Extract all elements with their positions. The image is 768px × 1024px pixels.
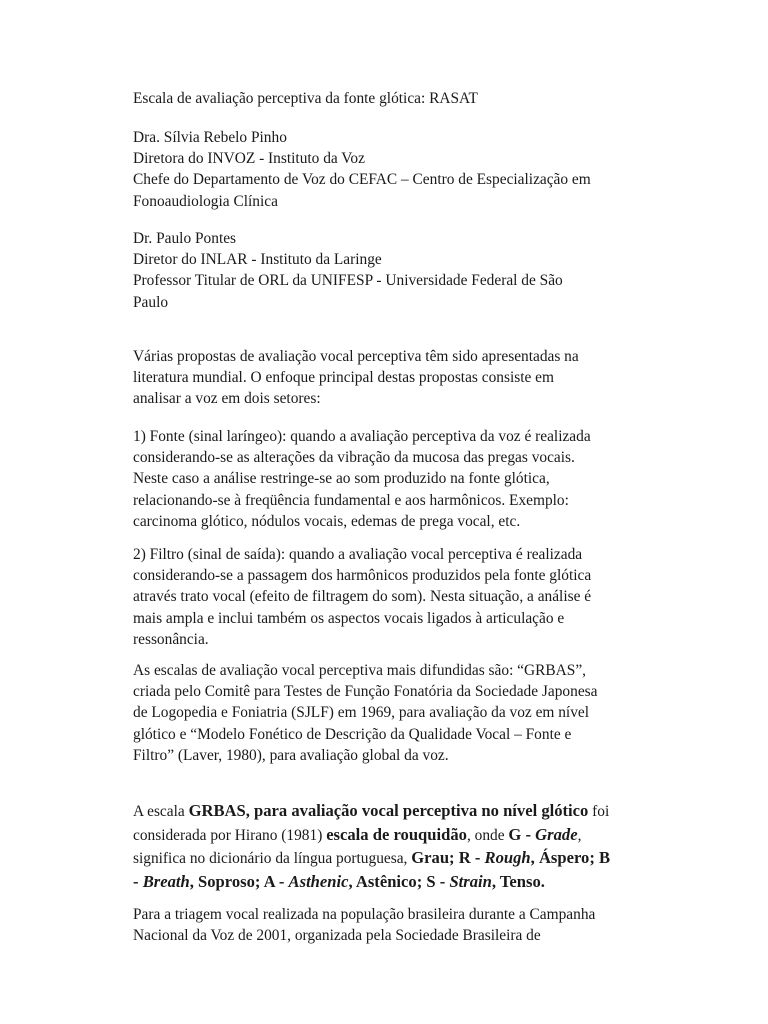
text-run-bold-italic: Grade [535,824,578,844]
text-run-bold: GRBAS, para avaliação vocal perceptiva no nível glótico [188,801,589,820]
text-run-bold: escala de rouquidão [326,824,467,844]
text-run-bold: , Astênico; S - [348,871,450,891]
author-block-1 [133,127,680,212]
paragraph-intro [133,346,680,410]
text-run-bold: , Soproso; A - [189,871,289,891]
document-title [133,88,680,109]
text-run-bold-italic: Asthenic [288,871,349,891]
paragraph-line: Várias propostas de avaliação vocal perceptiva têm sido apresentadas na [133,348,579,365]
paragraph-line: considerando-se as alterações da vibração da mucosa das pregas vocais. [133,449,575,467]
paragraph-line: através trato vocal (efeito de filtragem do som). Nesta situação, a análise é [133,588,592,606]
author1-role2-line2: Fonoaudiologia Clínica [133,192,278,210]
paragraph-fonte [133,426,680,532]
text-run-bold-italic: Rough [484,848,531,867]
paragraph-line [133,847,680,871]
text-run-bold: G - [508,824,536,844]
paragraph-line [133,871,680,895]
paragraph-line: Neste caso a análise restringe-se ao som produzido na fonte glótica, [133,470,550,488]
author1-name: Dra. Sílvia Rebelo Pinho [133,129,287,146]
paragraph-line: literatura mundial. O enfoque principal destas propostas consiste em [133,369,554,387]
text-run: , onde [466,826,509,844]
text-run: , [577,826,582,844]
paragraph-line: considerando-se a passagem dos harmônicos produzidos pela fonte glótica [133,567,592,585]
text-run: considerada por Hirano (1981) [133,826,327,844]
paragraph-line: Nacional da Voz de 2001, organizada pela Sociedade Brasileira de [133,927,541,945]
paragraph-line: criada pelo Comitê para Testes de Função Fonatória da Sociedade Japonesa [133,683,598,701]
paragraph-line: Filtro” (Laver, 1980), para avaliação global da voz. [133,746,449,764]
text-run-bold: - [133,871,143,891]
paragraph-line: mais ampla e inclui também os aspectos vocais ligados à articulação e [133,609,565,627]
paragraph-escalas [133,660,680,766]
text-run-bold-italic: Strain [449,871,492,891]
text-run-bold: Grau; R - [411,848,485,867]
paragraph-triagem [133,904,680,946]
author2-role2-line2: Paulo [133,293,169,311]
paragraph-line: Para a triagem vocal realizada na população brasileira durante a Campanha [133,906,596,923]
paragraph-line: glótico e “Modelo Fonético de Descrição da Qualidade Vocal – Fonte e [133,725,572,743]
author2-role1: Diretor do INLAR - Instituto da Laringe [133,251,382,269]
title-text: Escala de avaliação perceptiva da fonte glótica: RASAT [133,90,478,107]
paragraph-line: relacionando-se à freqüência fundamental e aos harmônicos. Exemplo: [133,491,569,509]
paragraph-line: ressonância. [133,630,209,648]
author1-role1: Diretora do INVOZ - Instituto da Voz [133,150,365,168]
text-run: A escala [133,803,189,820]
text-run: significa no dicionário da língua portuguesa, [133,850,412,867]
text-run-bold: , Áspero; B [530,848,611,867]
paragraph-line: 2) Filtro (sinal de saída): quando a avaliação vocal perceptiva é realizada [133,546,583,563]
paragraph-line: carcinoma glótico, nódulos vocais, edemas de prega vocal, etc. [133,512,521,530]
paragraph-grbas [133,800,680,894]
paragraph-line [133,800,680,824]
paragraph-line [133,824,680,848]
author-block-2 [133,228,680,313]
text-run-bold: , Tenso. [491,871,545,891]
paragraph-line: analisar a voz em dois setores: [133,390,321,408]
author2-name: Dr. Paulo Pontes [133,230,237,247]
author2-role2-line1: Professor Titular de ORL da UNIFESP - Universidade Federal de São [133,272,563,290]
paragraph-line: 1) Fonte (sinal laríngeo): quando a avaliação perceptiva da voz é realizada [133,428,591,445]
paragraph-filtro [133,544,680,650]
text-run: foi [588,803,610,820]
text-run-bold-italic: Breath [142,871,190,891]
paragraph-line: de Logopedia e Foniatria (SJLF) em 1969, para avaliação da voz em nível [133,704,590,722]
paragraph-line: As escalas de avaliação vocal perceptiva mais difundidas são: “GRBAS”, [133,662,587,679]
author1-role2-line1: Chefe do Departamento de Voz do CEFAC – Centro de Especialização em [133,171,591,189]
